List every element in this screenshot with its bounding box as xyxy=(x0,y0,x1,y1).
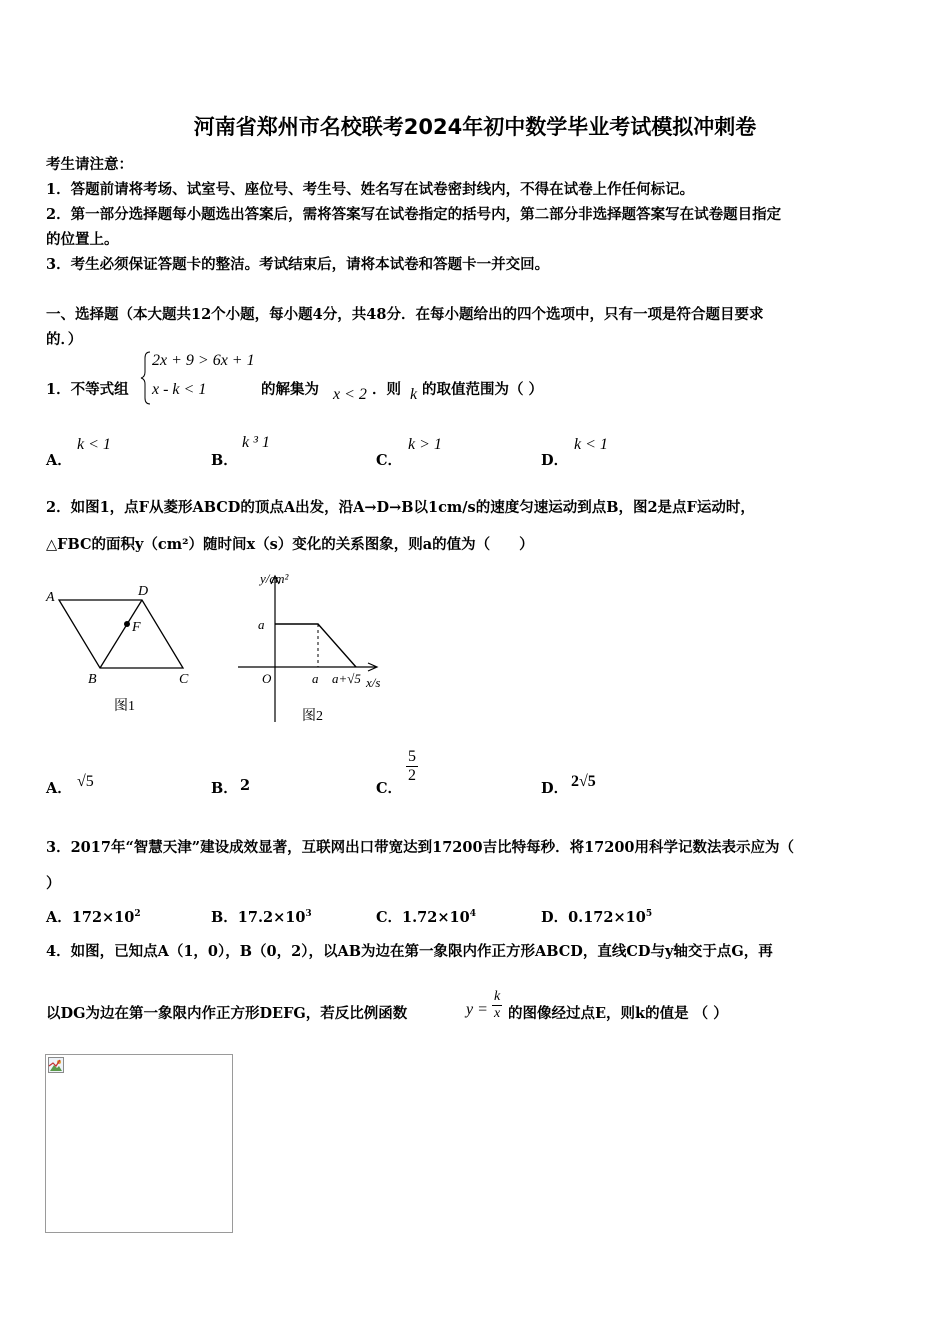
q4-figure-placeholder xyxy=(45,1054,233,1233)
point-f xyxy=(124,621,130,627)
page-title: 河南省郑州市名校联考2024年初中数学毕业考试模拟冲刺卷 xyxy=(193,115,757,139)
option-label: D． xyxy=(541,909,569,926)
option-exponent: 2 xyxy=(134,909,141,920)
q1-option-d-label: D． xyxy=(541,452,569,469)
label-f: F xyxy=(132,620,141,635)
label-b: B xyxy=(88,672,97,687)
q1-option-c: k > 1 xyxy=(408,436,442,453)
option-label: B． xyxy=(211,909,238,926)
q3-option-d xyxy=(541,906,652,927)
q1-var: k xyxy=(410,386,418,403)
fraction-numerator: k xyxy=(494,989,501,1004)
q1-option-a-label: A． xyxy=(46,452,72,469)
q1-option-a: k < 1 xyxy=(77,436,111,453)
figure-2-graph xyxy=(236,568,396,726)
option-exponent: 3 xyxy=(305,909,312,920)
q3-option-b xyxy=(211,906,312,927)
q2-line1: 2．如图1，点F从菱形ABCD的顶点A出发，沿A→D→B以1cm/s的速度匀速运动到点B，图2是点F运动时， xyxy=(46,499,755,516)
option-base: 172×10 xyxy=(71,909,135,926)
q3-option-a xyxy=(46,906,141,927)
q2-option-b-label: B． xyxy=(211,780,238,797)
label-c: C xyxy=(179,672,189,687)
q2-option-a-label: A． xyxy=(46,780,72,797)
option-exponent: 4 xyxy=(469,909,476,920)
q4-function-y: y = xyxy=(466,1001,488,1018)
fraction-numerator: 5 xyxy=(408,748,416,765)
broken-image-icon xyxy=(48,1057,64,1073)
option-base: 0.172×10 xyxy=(568,909,646,926)
option-base: 17.2×10 xyxy=(237,909,306,926)
notice-item: 3．考生必须保证答题卡的整洁。考试结束后，请将本试卷和答题卡一并交回。 xyxy=(46,256,550,273)
q3-option-c xyxy=(376,906,476,927)
notice-item: 1．答题前请将考场、试室号、座位号、考生号、姓名写在试卷密封线内，不得在试卷上作任何标记。 xyxy=(46,181,695,198)
y-axis-label: y/cm² xyxy=(260,571,289,586)
q4-function-fraction xyxy=(492,989,502,1022)
q1-option-b: k ³ 1 xyxy=(242,434,270,451)
q2-option-d: 2√5 xyxy=(571,773,596,790)
label-d: D xyxy=(138,584,149,599)
q4-line2b: 的图像经过点E，则k的值是 （ ） xyxy=(508,1005,728,1022)
q1-option-d: k < 1 xyxy=(574,436,608,453)
option-base: 1.72×10 xyxy=(402,909,470,926)
figure-1-rhombus xyxy=(42,582,202,722)
q1-prefix: 1．不等式组 xyxy=(46,381,129,398)
q1-mid2: ．则 xyxy=(372,381,401,398)
q1-option-c-label: C． xyxy=(376,452,403,469)
section-heading: 一、选择题（本大题共12个小题，每小题4分，共48分．在每小题给出的四个选项中，只有一项是符合题目要求 xyxy=(46,306,764,323)
label-a: A xyxy=(46,590,55,605)
option-exponent: 5 xyxy=(645,909,653,920)
q4-line2a: 以DG为边在第一象限内作正方形DEFG，若反比例函数 xyxy=(46,1005,408,1022)
q1-ineq1: 2x + 9 > 6x + 1 xyxy=(152,352,255,369)
q3-line1: 3．2017年“智慧天津”建设成效显著，互联网出口带宽达到17200吉比特每秒．将17200用科学记数法表示应为（ xyxy=(46,839,795,856)
q2-line2: △FBC的面积y（cm²）随时间x（s）变化的关系图象，则a的值为（ ） xyxy=(46,536,534,553)
x-tick-a: a xyxy=(312,671,319,686)
figure-2-caption: 图2 xyxy=(302,709,323,724)
q2-option-a: √5 xyxy=(77,773,94,790)
q4-line1: 4．如图，已知点A（1，0），B（0，2），以AB为边在第一象限内作正方形ABCD，直线CD与y轴交于点G，再 xyxy=(46,943,773,960)
area-graph-line xyxy=(275,624,356,667)
q2-option-d-label: D． xyxy=(541,780,569,797)
x-tick-a-sqrt5: a+√5 xyxy=(332,671,361,686)
notice-heading: 考生请注意： xyxy=(46,156,133,173)
q2-option-c-label: C． xyxy=(376,780,403,797)
q2-option-c-fraction xyxy=(406,748,418,785)
q2-option-b: 2 xyxy=(240,777,251,794)
q1-ineq2: x - k < 1 xyxy=(152,381,207,398)
fraction-denominator: 2 xyxy=(408,767,416,784)
q1-solution: x < 2 xyxy=(333,386,367,403)
origin-label: O xyxy=(262,671,272,686)
notice-item: 的位置上。 xyxy=(46,231,119,248)
q3-line2: ） xyxy=(46,875,61,892)
x-axis-label: x/s xyxy=(366,675,381,690)
brace-icon xyxy=(140,350,152,406)
y-value-label: a xyxy=(258,617,265,632)
notice-item: 2．第一部分选择题每小题选出答案后，需将答案写在试卷指定的括号内，第二部分非选择题答案写在试卷题目指定 xyxy=(46,206,782,223)
q1-mid: 的解集为 xyxy=(261,381,319,398)
section-heading-cont: 的．） xyxy=(46,331,83,348)
q1-option-b-label: B． xyxy=(211,452,238,469)
q1-suffix: 的取值范围为（ ） xyxy=(422,381,544,398)
figure-1-caption: 图1 xyxy=(114,699,135,714)
option-label: C． xyxy=(376,909,403,926)
fraction-denominator: x xyxy=(494,1006,501,1021)
option-label: A． xyxy=(46,909,72,926)
